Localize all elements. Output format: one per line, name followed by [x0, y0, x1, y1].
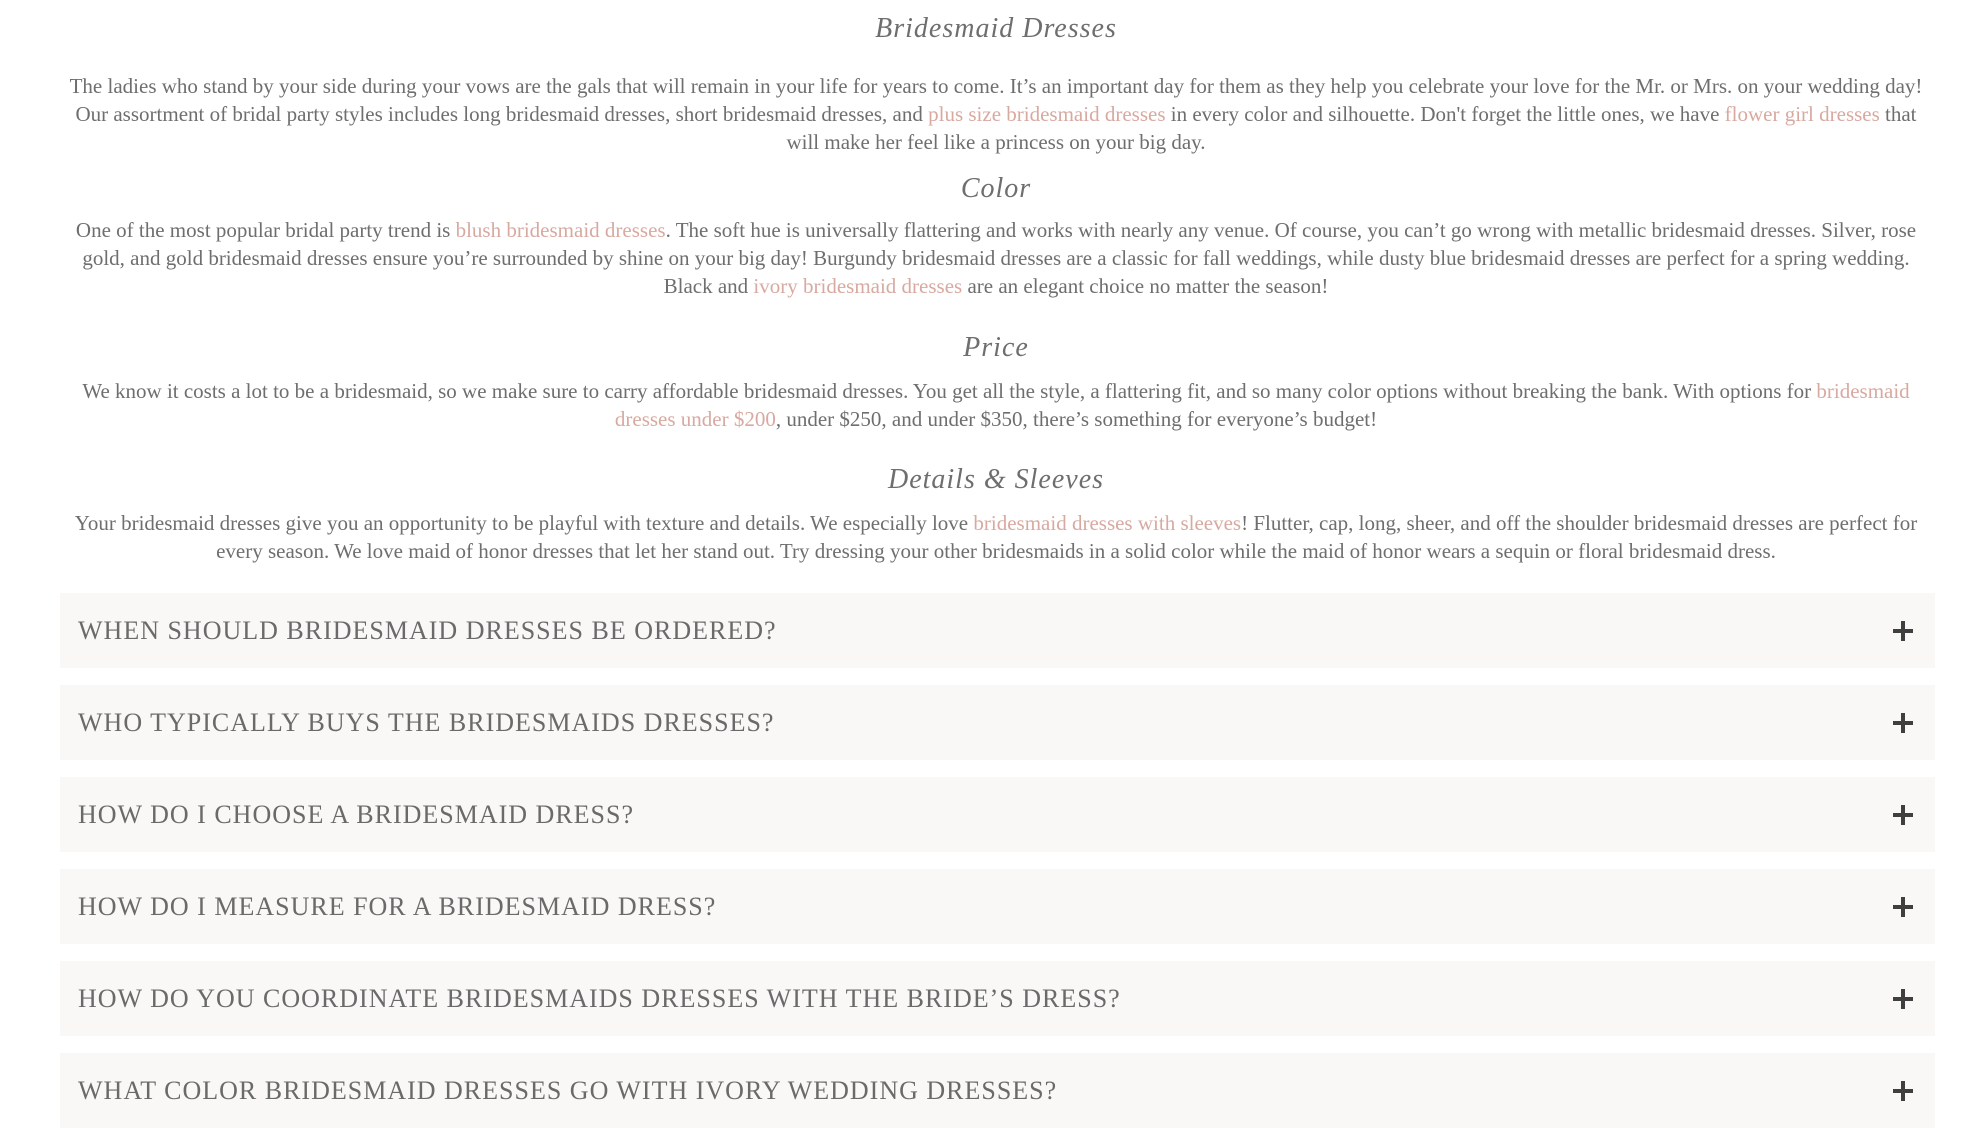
faq-item[interactable]: [60, 1053, 1935, 1128]
paragraph-text: ! Flutter, cap, long, sheer, and off the shoulder bridesmaid dresses are perfect for every season. We love maid of honor dresses that let her stand out. Try dressing your other bridesmaids in a solid color while the maid of honor wears a sequin or floral bridesmaid dress.: [216, 511, 1918, 563]
plus-icon[interactable]: [1893, 989, 1913, 1009]
section-color: [58, 172, 1934, 300]
paragraph-text: that will make her feel like a princess on your big day.: [786, 102, 1917, 154]
section-heading: Price: [963, 332, 1029, 363]
section-paragraph: [58, 377, 1934, 433]
bridesmaid-dresses-with-sleeves-link[interactable]: bridesmaid dresses with sleeves: [973, 511, 1242, 535]
faq-question: HOW DO I MEASURE FOR A BRIDESMAID DRESS?: [78, 891, 717, 921]
paragraph-text: Your bridesmaid dresses give you an opportunity to be playful with texture and details. We especially love: [74, 511, 974, 535]
section-details-sleeves: [58, 463, 1934, 565]
flower-girl-dresses-link[interactable]: flower girl dresses: [1724, 102, 1880, 126]
paragraph-text: . The soft hue is universally flattering and works with nearly any venue. Of course, you can’t go wrong with metallic bridesmaid dresses. Silver, rose gold, and gold bridesmaid dresses ensure you’re surrounded by shine on your big day! Burgundy bridesmaid dresses are a classic for fall weddings, while dusty blue bridesmaid dresses are perfect for a spring wedding. Black and: [82, 218, 1917, 298]
section-paragraph: [58, 216, 1934, 300]
faq-question: HOW DO I CHOOSE A BRIDESMAID DRESS?: [78, 799, 635, 829]
section-paragraph: [58, 509, 1934, 565]
paragraph-text: The ladies who stand by your side during your vows are the gals that will remain in your life for years to come. It’s an important day for them as they help you celebrate your love for the Mr. or Mrs. on your wedding day! Our assortment of bridal party styles includes long bridesmaid dresses, short bridesmaid dresses, and: [69, 74, 1923, 126]
section-price: [58, 331, 1934, 433]
bridesmaid-dresses-under-200-link[interactable]: bridesmaid dresses under $200: [614, 379, 1910, 431]
faq-question: WHO TYPICALLY BUYS THE BRIDESMAIDS DRESSES?: [78, 707, 775, 737]
paragraph-text: , under $250, and under $350, there’s something for everyone’s budget!: [775, 407, 1378, 431]
paragraph-text: We know it costs a lot to be a bridesmaid, so we make sure to carry affordable bridesmaid dresses. You get all the style, a flattering fit, and so many color options without breaking the bank. With options for: [82, 379, 1817, 403]
section-paragraph: [58, 72, 1934, 156]
section-heading: Bridesmaid Dresses: [875, 13, 1117, 44]
faq-item[interactable]: [60, 685, 1935, 760]
faq-question: WHAT COLOR BRIDESMAID DRESSES GO WITH IVORY WEDDING DRESSES?: [78, 1075, 1058, 1105]
section-heading: Color: [960, 173, 1032, 204]
ivory-bridesmaid-dresses-link[interactable]: ivory bridesmaid dresses: [753, 274, 963, 298]
faq-item[interactable]: [60, 777, 1935, 852]
plus-icon[interactable]: [1893, 621, 1913, 641]
plus-size-bridesmaid-dresses-link[interactable]: plus size bridesmaid dresses: [928, 102, 1166, 126]
section-heading: Details & Sleeves: [887, 464, 1105, 495]
plus-icon[interactable]: [1893, 805, 1913, 825]
plus-icon[interactable]: [1893, 1081, 1913, 1101]
section-bridesmaid-dresses: [58, 12, 1934, 156]
faq-item[interactable]: [60, 961, 1935, 1036]
faq-item[interactable]: [60, 593, 1935, 668]
faq-item[interactable]: [60, 869, 1935, 944]
faq-question: WHEN SHOULD BRIDESMAID DRESSES BE ORDERED?: [78, 615, 777, 645]
plus-icon[interactable]: [1893, 713, 1913, 733]
blush-bridesmaid-dresses-link[interactable]: blush bridesmaid dresses: [455, 218, 666, 242]
paragraph-text: in every color and silhouette. Don't forget the little ones, we have: [1165, 102, 1725, 126]
faq-question: HOW DO YOU COORDINATE BRIDESMAIDS DRESSES WITH THE BRIDE’S DRESS?: [78, 983, 1121, 1013]
paragraph-text: One of the most popular bridal party trend is: [75, 218, 456, 242]
paragraph-text: are an elegant choice no matter the season!: [962, 274, 1329, 298]
plus-icon[interactable]: [1893, 897, 1913, 917]
